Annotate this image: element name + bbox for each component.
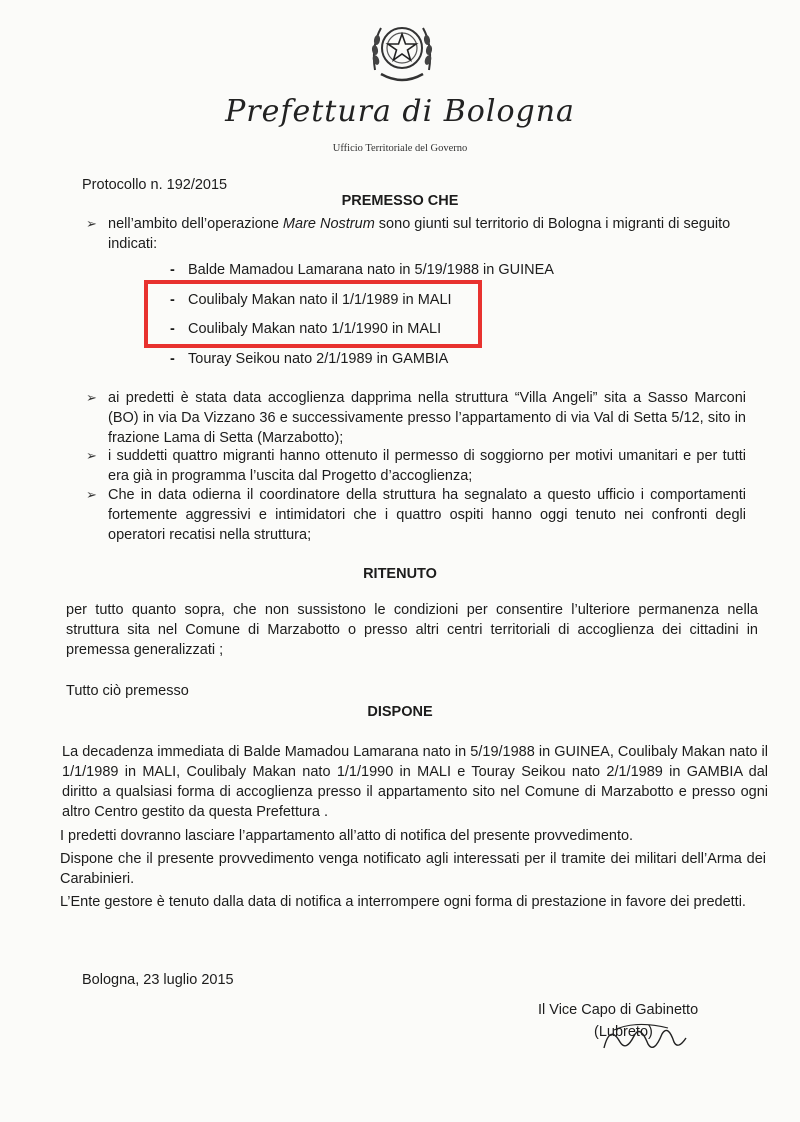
dispone-paragraph: Dispone che il presente provvedimento venga notificato agli interessati per il tramite dei militari dell’Arma dei Carabinieri. <box>60 851 766 887</box>
prefecture-subtitle: Ufficio Territoriale del Governo <box>332 143 468 154</box>
protocol-number: Protocollo n. 192/2015 <box>82 177 228 193</box>
closing-date: Bologna, 23 luglio 2015 <box>82 972 234 988</box>
italian-republic-emblem-icon <box>367 12 437 88</box>
migrant-item: - Touray Seikou nato 2/1/1989 in GAMBIA <box>170 351 449 367</box>
arrow-bullet-icon: ➢ <box>86 487 97 502</box>
bullet-intro <box>86 214 746 254</box>
dispone-paragraph: La decadenza immediata di Balde Mamadou Lamarana nato in 5/19/1988 in GUINEA, Coulibaly Makan nato il 1/1/1989 in MALI, Coulibaly Makan nato 1/1/1990 in MALI e Touray Seikou nato 2/1/1989 in GAMBIA dal diritto a qualsiasi forma di accoglienza presso il appartamento sito nel Comune di Marzabotto e presso ogni altro Centro gestito da questa Prefettura . <box>62 744 768 820</box>
ritenuto-text: per tutto quanto sopra, che non sussistono le condizioni per consentire l’ulteriore permanenza nella struttura sita nel Comune di Marzabotto o presso altri centri territoriali di accoglienza dei cittadini in premessa generalizzati ; <box>66 602 758 658</box>
dispone-heading: DISPONE <box>367 704 433 720</box>
bullet-item: ➢ Che in data odierna il coordinatore della struttura ha segnalato a questo ufficio i comportamenti fortemente aggressivi e intimidatori che i quattro ospiti hanno oggi tenuto nei confronti degli operatori recatisi nella struttura; <box>86 487 746 543</box>
tutto-premesso: Tutto ciò premesso <box>66 683 189 699</box>
bullet-item: ➢ ai predetti è stata data accoglienza dapprima nella struttura “Villa Angeli” sita a Sasso Marconi (BO) in via Da Vizzano 36 e successivamente presso l’appartamento di via Val di Setta 5/12, sito in frazione Lama di Setta (Marzabotto); <box>86 390 746 446</box>
dispone-paragraph: I predetti dovranno lasciare l’appartamento all’atto di notifica del presente provvedimento. <box>60 828 634 844</box>
arrow-bullet-icon: ➢ <box>86 390 97 405</box>
bullet-item: ➢ i suddetti quattro migranti hanno ottenuto il permesso di soggiorno per motivi umanitari e per tutti era già in programma l’uscita dal Progetto d’accoglienza; <box>86 448 746 484</box>
migrant-item: - Coulibaly Makan nato 1/1/1990 in MALI <box>170 321 442 337</box>
signature-scribble-icon <box>590 1018 700 1058</box>
signatory-name: (Lubreto) <box>594 1024 653 1040</box>
intro-text: nell’ambito dell’operazione Mare Nostrum sono giunti sul territorio di Bologna i migranti di seguito indicati: <box>108 216 731 252</box>
arrow-bullet-icon: ➢ <box>86 448 97 463</box>
ritenuto-heading: RITENUTO <box>363 566 437 582</box>
highlight-box <box>144 280 482 348</box>
signatory-title: Il Vice Capo di Gabinetto <box>538 1002 699 1018</box>
prefecture-title: Prefettura di Bologna <box>225 94 575 129</box>
migrant-item: - Balde Mamadou Lamarana nato in 5/19/1988 in GUINEA <box>170 262 554 278</box>
premesso-heading: PREMESSO CHE <box>341 193 459 209</box>
dispone-paragraph: L’Ente gestore è tenuto dalla data di notifica a interrompere ogni forma di prestazione in favore dei predetti. <box>60 894 746 910</box>
migrant-item: - Coulibaly Makan nato il 1/1/1989 in MALI <box>170 292 452 308</box>
arrow-bullet-icon: ➢ <box>86 216 97 231</box>
